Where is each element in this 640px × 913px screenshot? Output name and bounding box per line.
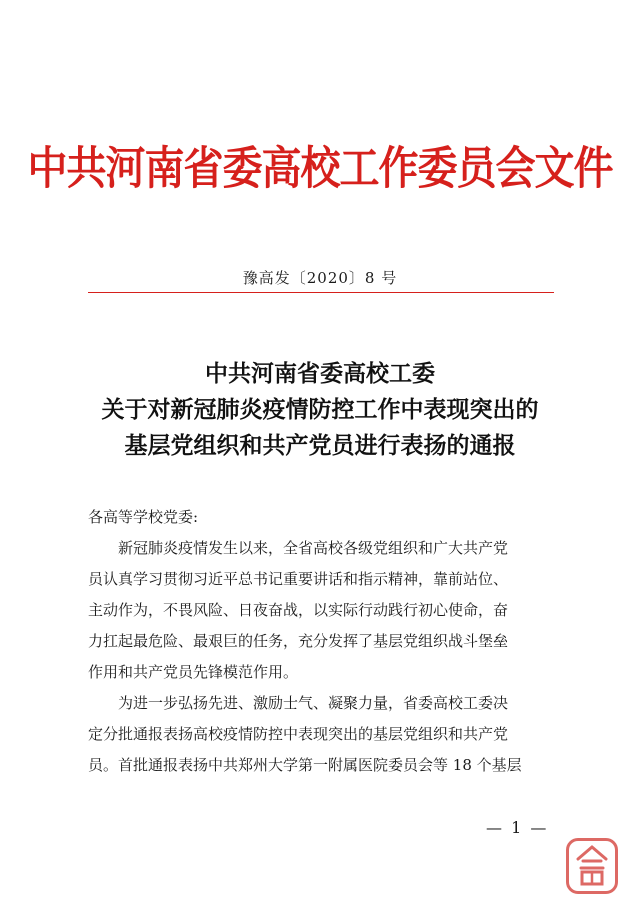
paragraph-line: 主动作为，不畏风险、日夜奋战，以实际行动践行初心使命，奋 <box>88 601 509 619</box>
salutation: 各高等学校党委: <box>88 508 199 526</box>
paragraph-line: 作用和共产党员先锋模范作用。 <box>88 663 299 681</box>
paragraph-line: 新冠肺炎疫情发生以来，全省高校各级党组织和广大共产党 <box>118 539 509 557</box>
red-divider-line <box>88 292 554 293</box>
stamp-logo-glyph <box>569 841 615 891</box>
page-number: — 1 — <box>486 818 549 837</box>
paragraph-line: 员。首批通报表扬中共郑州大学第一附属医院委员会等 18 个基层 <box>88 756 522 774</box>
document-number: 豫高发〔2020〕8 号 <box>242 269 398 287</box>
title-line: 基层党组织和共产党员进行表扬的通报 <box>124 432 516 459</box>
document-body <box>88 502 556 781</box>
stamp-logo-icon <box>566 838 618 894</box>
notice-title <box>0 356 640 464</box>
paragraph-line: 定分批通报表扬高校疫情防控中表现突出的基层党组织和共产党 <box>88 725 509 743</box>
paragraph-line: 为进一步弘扬先进、激励士气、凝聚力量，省委高校工委决 <box>118 694 509 712</box>
masthead-title: 中共河南省委高校工作委员会文件 <box>27 142 613 195</box>
paragraph-line: 员认真学习贯彻习近平总书记重要讲话和指示精神，靠前站位、 <box>88 570 509 588</box>
paragraph-line: 力扛起最危险、最艰巨的任务，充分发挥了基层党组织战斗堡垒 <box>88 632 509 650</box>
title-line: 关于对新冠肺炎疫情防控工作中表现突出的 <box>101 396 539 423</box>
paragraph-1 <box>88 533 556 688</box>
paragraph-2 <box>88 688 556 781</box>
title-line: 中共河南省委高校工委 <box>205 360 435 387</box>
